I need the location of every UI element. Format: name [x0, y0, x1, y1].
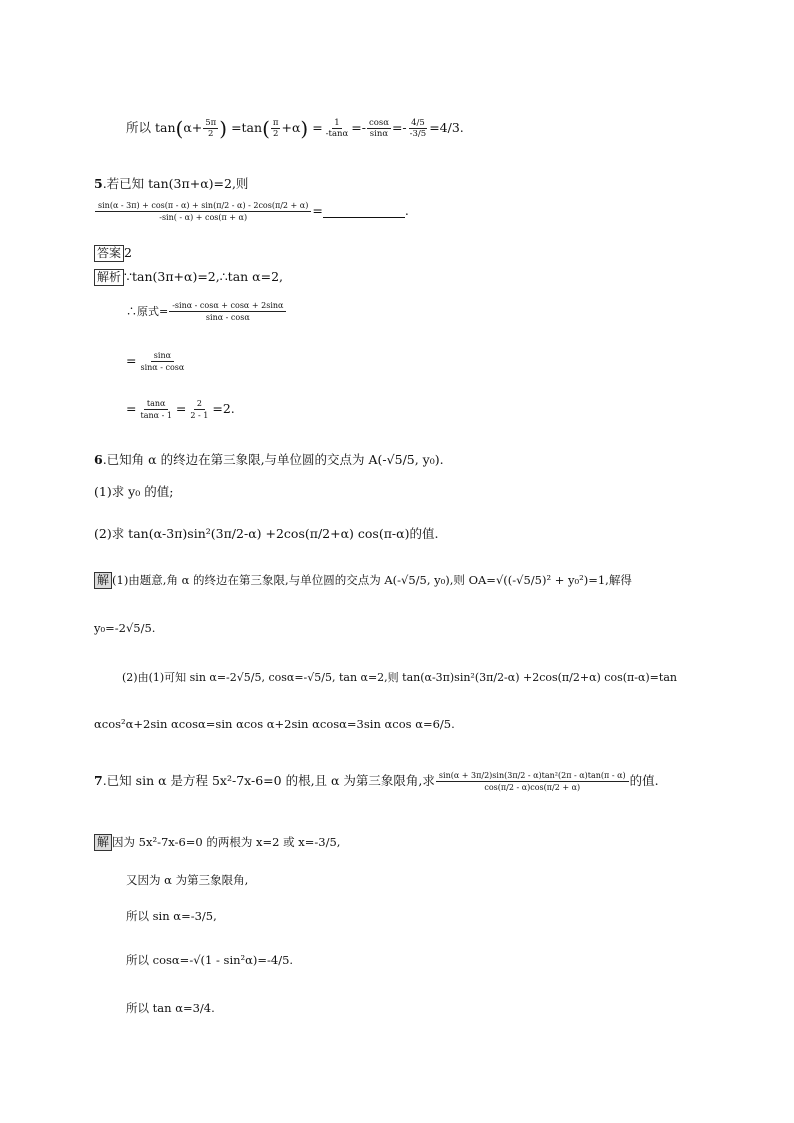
intro-eq: = [312, 120, 323, 135]
q7-stem-text: .已知 sin α 是方程 5x²-7x-6=0 的根,且 α 为第三象限角,求 [102, 773, 435, 788]
q6-stem: 6.已知角 α 的终边在第三象限,与单位圆的交点为 A(-√5/5, y₀). [94, 452, 444, 467]
q7-frac-den: cos(π/2 - α)cos(π/2 + α) [484, 783, 581, 792]
intro-plus-alpha: +α [281, 120, 301, 135]
intro-neg-tan: -tanα [325, 129, 349, 139]
q7-solution-3: 所以 sin α=-3/5, [126, 909, 217, 923]
intro-four-five: 4/5 [411, 118, 425, 128]
q5-analysis-2 [126, 300, 287, 323]
q7-solution-4: 所以 cosα=-√(1 - sin²α)=-4/5. [126, 953, 294, 967]
intro-eq-neg: =- [351, 120, 366, 135]
q5-a2-num: -sinα - cosα + cosα + 2sinα [169, 300, 286, 312]
q5-number: 5 [94, 176, 103, 191]
q6-part2: (2)求 tan(α-3π)sin²(3π/2-α) +2cos(π/2+α) cos(π-α)的值. [94, 526, 439, 541]
q5-a4-den2: 2 - 1 [190, 411, 209, 420]
q5-eq: = [312, 203, 323, 218]
intro-cos: cosα [368, 118, 389, 128]
q7-stem-end: 的值. [629, 773, 659, 788]
q6-solution-1 [94, 572, 632, 589]
intro-neg-three-five: -3/5 [409, 129, 427, 139]
q7-solution-5: 所以 tan α=3/4. [126, 1001, 215, 1015]
q5-a2-pre: ∴原式= [126, 305, 169, 318]
intro-eq-neg2: =- [391, 120, 407, 135]
q5-a4-end: =2. [212, 401, 235, 416]
intro-so: 所以 [126, 120, 152, 135]
q5-a4-num1: tanα [144, 398, 169, 410]
intro-2b: 2 [272, 129, 279, 139]
q5-answer-blank [323, 205, 405, 218]
q6-stem-text: .已知角 α 的终边在第三象限,与单位圆的交点为 A [102, 452, 378, 467]
answer-tag: 答案 [94, 245, 124, 262]
q6-solution-3: αcos²α+2sin αcosα=sin αcos α+2sin αcosα=3sin αcos α=6/5. [94, 717, 455, 731]
q5-a4-num2: 2 [194, 398, 205, 410]
q5-answer-line [94, 245, 132, 262]
q7-frac-num: sin(α + 3π/2)sin(3π/2 - α)tan²(2π - α)tan(π - α) [436, 770, 629, 782]
q7-solution-1 [94, 834, 340, 851]
q6-number: 6 [94, 452, 103, 467]
q5-a2-den: sinα - cosα [205, 313, 250, 322]
intro-5pi: 5π [205, 118, 217, 128]
q6-sol-1: (1)由题意,角 α 的终边在第三象限,与单位圆的交点为 A(-√5/5, y₀),则 OA=√((-√5/5)² + y₀²)=1,解得 [112, 573, 632, 587]
intro-tan: tan [155, 120, 176, 135]
analysis-tag: 解析 [94, 269, 124, 286]
intro-sin: sinα [369, 129, 389, 139]
q5-a3-den: sinα - cosα [140, 363, 185, 372]
q5-answer: 2 [124, 245, 132, 260]
q5-analysis-1: ∵tan(3π+α)=2,∴tan α=2, [124, 269, 284, 284]
q5-stem-text: .若已知 tan(3π+α)=2,则 [102, 176, 249, 191]
q7-stem [94, 770, 659, 793]
q5-frac-num: sin(α - 3π) + cos(π - α) + sin(π/2 - α) - 2cos(π/2 + α) [95, 200, 311, 212]
q5-analysis-3: = $\frac{\sin\alpha}{\sin\alpha - \cos\alpha}$ [126, 350, 188, 373]
intro-one: 1 [334, 118, 340, 128]
q5-analysis-line [94, 269, 283, 286]
q7-solution-2: 又因为 α 为第三象限角, [126, 873, 249, 887]
q5-frac-den: -sin( - α) + cos(π + α) [159, 213, 248, 222]
q7-sol-1: 因为 5x²-7x-6=0 的两根为 x=2 或 x=-3/5, [112, 835, 341, 849]
intro-pi: π [272, 118, 279, 128]
q5-analysis-4: = $\frac{\tan\alpha}{\tan\alpha - 1}$ = $\frac{2}{2 - 1}$ =2. [126, 399, 235, 420]
q6-point: (-√5/5, y₀) [377, 452, 440, 467]
solution-tag: 解 [94, 572, 112, 589]
q6-solution-2: (2)由(1)可知 sin α=-2√5/5, cosα=-√5/5, tan α=2,则 tan(α-3π)sin²(3π/2-α) +2cos(π/2+α) cos(π-α)=tan [122, 671, 677, 684]
intro-result: =4/3. [429, 120, 464, 135]
q5-end: . [404, 203, 409, 218]
intro-alpha-plus: α+ [183, 120, 203, 135]
intro-eq-tan: =tan [231, 120, 263, 135]
q5-a4-den1: tanα - 1 [140, 411, 172, 420]
intro-2: 2 [208, 129, 214, 139]
q5-stem [94, 176, 248, 192]
q5-expression [94, 200, 409, 223]
q6-solution-1b: y₀=-2√5/5. [94, 621, 156, 635]
q6-part1: (1)求 y₀ 的值; [94, 484, 174, 499]
intro-formula-line: 所以 tan(α+ $\frac{5\pi}{2}$ ) =tan( $\frac{\pi}{2}$ +α) = $\frac{1}{-\tan\alpha}$ =- $\frac{\cos\alpha}{\sin\alpha}$ =- $\frac{4/5}{-3/5}$ =4/3. [126, 116, 464, 141]
solution-tag-q7: 解 [94, 834, 112, 851]
q5-a3-num: sinα [151, 350, 174, 362]
q7-number: 7 [94, 773, 103, 788]
